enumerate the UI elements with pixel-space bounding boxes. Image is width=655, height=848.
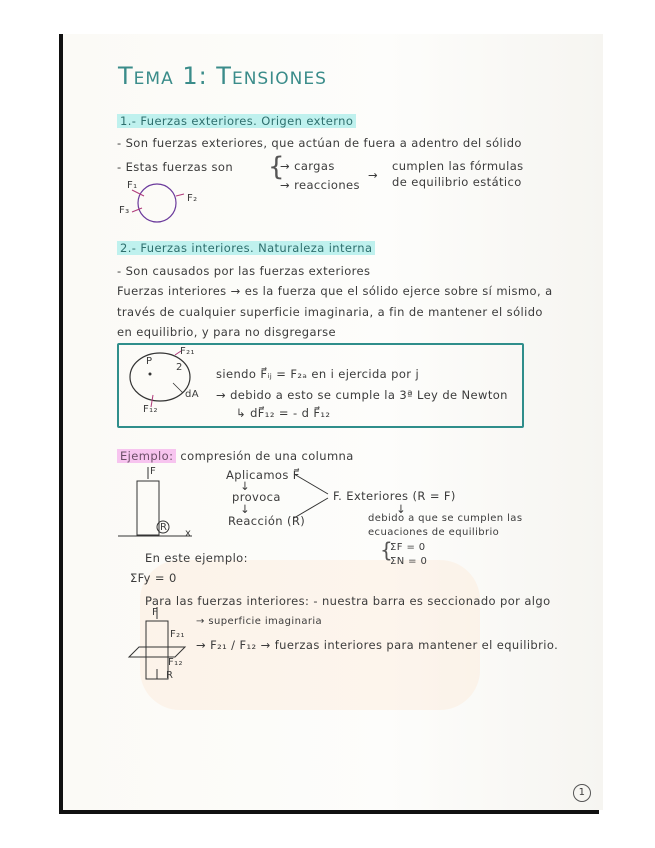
force-arrow-2 (176, 194, 184, 196)
s2-line-2: Fuerzas interiores → es la fuerza que el sólido ejerce sobre sí mismo, a (117, 284, 553, 298)
s2-line-4: en equilibrio, y para no disgregarse (117, 325, 336, 339)
photo-edge-bottom (59, 810, 599, 814)
aplicamos-text: Aplicamos F⃗ (226, 468, 300, 482)
sum-fy: ΣFy = 0 (130, 571, 177, 585)
down-arrow-3: ↓ (396, 502, 407, 516)
example-label-r: R (160, 522, 168, 533)
column-label-f21: F₂₁ (170, 629, 185, 640)
section-1-heading: 1.- Fuerzas exteriores. Origen externo (117, 114, 356, 128)
arrow-upper (294, 474, 328, 494)
body-circle (138, 184, 176, 222)
label-f21: F₂₁ (180, 346, 195, 357)
label-da: dA (185, 389, 199, 400)
label-f1: F₁ (127, 180, 138, 191)
en-este-ejemplo: En este ejemplo: (145, 551, 248, 565)
reaccion-text: Reacción (R) (228, 514, 306, 528)
fuerzas-interiores-line: → F₂₁ / F₁₂ → fuerzas interiores para mantener el equilibrio. (196, 638, 559, 652)
label-f12: F₁₂ (143, 404, 158, 415)
debido-line-1: debido a que se cumplen las (368, 513, 523, 524)
sectioned-column-sketch (125, 605, 205, 685)
converging-arrows (292, 470, 332, 525)
down-arrow-2: ↓ (240, 502, 251, 516)
f-exteriores-text: F. Exteriores (R = F) (333, 489, 456, 503)
body-ellipse (130, 353, 190, 401)
debido-line-2: ecuaciones de equilibrio (368, 527, 500, 538)
section-2-heading: 2.- Fuerzas interiores. Naturaleza interna (117, 241, 375, 255)
page-title: Tema 1: Tensiones (118, 62, 327, 90)
column-label-f: F (152, 607, 159, 618)
example-label-x: x (185, 528, 192, 539)
label-2: 2 (176, 362, 183, 373)
point-p (149, 373, 152, 376)
s1-formulas-2: de equilibrio estático (392, 175, 522, 189)
label-p: P (146, 356, 153, 367)
para-fuerzas-interiores: Para las fuerzas interiores: - nuestra barra es seccionado por algo (145, 594, 551, 608)
column-label-r: R (166, 670, 174, 681)
box-line-3: ↳ dF⃗₁₂ = - d F⃗₁₂ (236, 406, 331, 420)
box-line-1: siendo F⃗ᵢⱼ = F₂ₐ en i ejercida por j (216, 367, 420, 381)
box-line-2: → debido a esto se cumple la 3ª Ley de Newton (216, 388, 508, 402)
equation-1: ΣF = 0 (390, 542, 426, 553)
superficie-imaginaria: → superficie imaginaria (196, 616, 323, 627)
curly-brace: { (268, 152, 285, 182)
arrow-lower (294, 498, 328, 518)
s1-formulas-1: cumplen las fórmulas (392, 159, 524, 173)
column-label-f12: F₁₂ (168, 657, 183, 668)
provoca-text: provoca (232, 490, 281, 504)
s2-line-1: - Son causados por las fuerzas exteriores (117, 264, 371, 278)
label-f2: F₂ (187, 193, 198, 204)
example-heading: Ejemplo: compresión de una columna (117, 449, 354, 463)
brace-item-cargas: → cargas (280, 159, 335, 173)
label-f3: F₃ (119, 205, 130, 216)
da-pointer (173, 383, 183, 393)
column-rect (137, 481, 159, 535)
arrow-right: → (368, 168, 379, 182)
equation-2: ΣN = 0 (390, 556, 428, 567)
s1-line-1: - Son fuerzas exteriores, que actúan de fuera a adentro del sólido (117, 136, 522, 150)
brace-item-reacciones: → reacciones (280, 178, 360, 192)
section-plane (129, 647, 185, 657)
s2-line-3: través de cualquier superficie imaginaria, a fin de mantener el sólido (117, 305, 543, 319)
page-number: 1 (573, 784, 591, 802)
s1-line-2: - Estas fuerzas son (117, 160, 234, 174)
example-label-f: F (150, 466, 157, 477)
down-arrow-1: ↓ (240, 479, 251, 493)
curly-brace-eq: { (380, 538, 394, 562)
